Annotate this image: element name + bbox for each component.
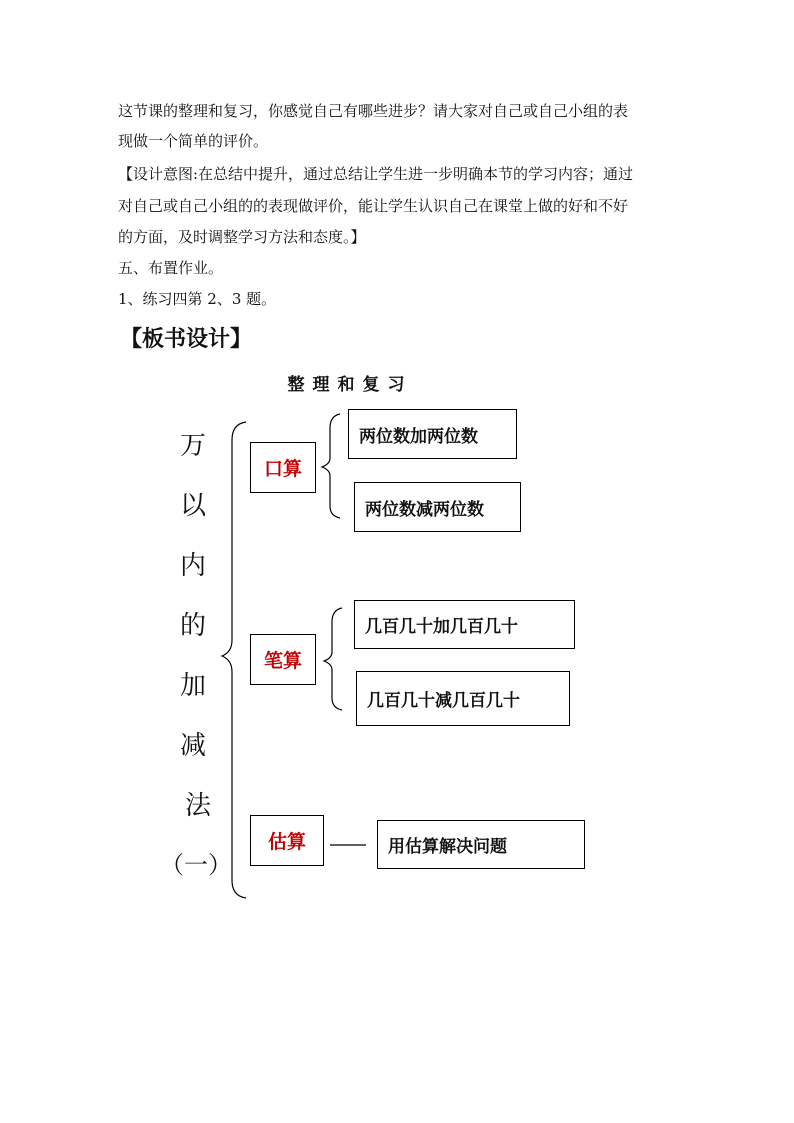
- category-written-calc: 笔算: [250, 634, 316, 685]
- category-mental-calc: 口算: [250, 442, 316, 493]
- vertical-title-char: 的: [179, 611, 206, 641]
- category-estimation: 估算: [250, 815, 324, 866]
- item-hundreds-subtract: 几百几十减几百几十: [356, 671, 570, 726]
- mental-brace: [322, 414, 340, 518]
- homework-item: 1、练习四第 2、3 题。: [118, 290, 277, 308]
- vertical-title-char: 万: [179, 431, 206, 461]
- homework-heading: 五、布置作业。: [118, 259, 224, 277]
- paragraph-line-2: 现做一个简单的评价。: [118, 132, 269, 150]
- outer-brace: [222, 422, 246, 898]
- board-subtitle: 整理和复习: [287, 375, 413, 395]
- vertical-title-char: （一）: [160, 851, 232, 879]
- paragraph-line-1: 这节课的整理和复习，你感觉自己有哪些进步？请大家对自己或自己小组的表: [118, 102, 629, 120]
- vertical-title-char: 以: [179, 491, 206, 521]
- item-two-digit-add: 两位数加两位数: [348, 409, 517, 459]
- item-hundreds-add: 几百几十加几百几十: [354, 600, 575, 649]
- vertical-title-char: 加: [179, 671, 206, 701]
- item-estimation-problems: 用估算解决问题: [377, 820, 585, 869]
- design-intent-line-3: 的方面，及时调整学习方法和态度。】: [118, 228, 366, 246]
- vertical-title-char: 法: [184, 791, 211, 821]
- vertical-title-char: 减: [179, 731, 206, 761]
- vertical-title-char: 内: [179, 551, 206, 581]
- written-brace: [324, 608, 342, 710]
- board-design-heading: 【板书设计】: [120, 326, 253, 352]
- design-intent-line-1: 【设计意图:在总结中提升，通过总结让学生进一步明确本节的学习内容；通过: [118, 165, 634, 183]
- item-two-digit-subtract: 两位数减两位数: [354, 482, 521, 532]
- design-intent-line-2: 对自己或自己小组的的表现做评价，能让学生认识自己在课堂上做的好和不好: [118, 197, 629, 215]
